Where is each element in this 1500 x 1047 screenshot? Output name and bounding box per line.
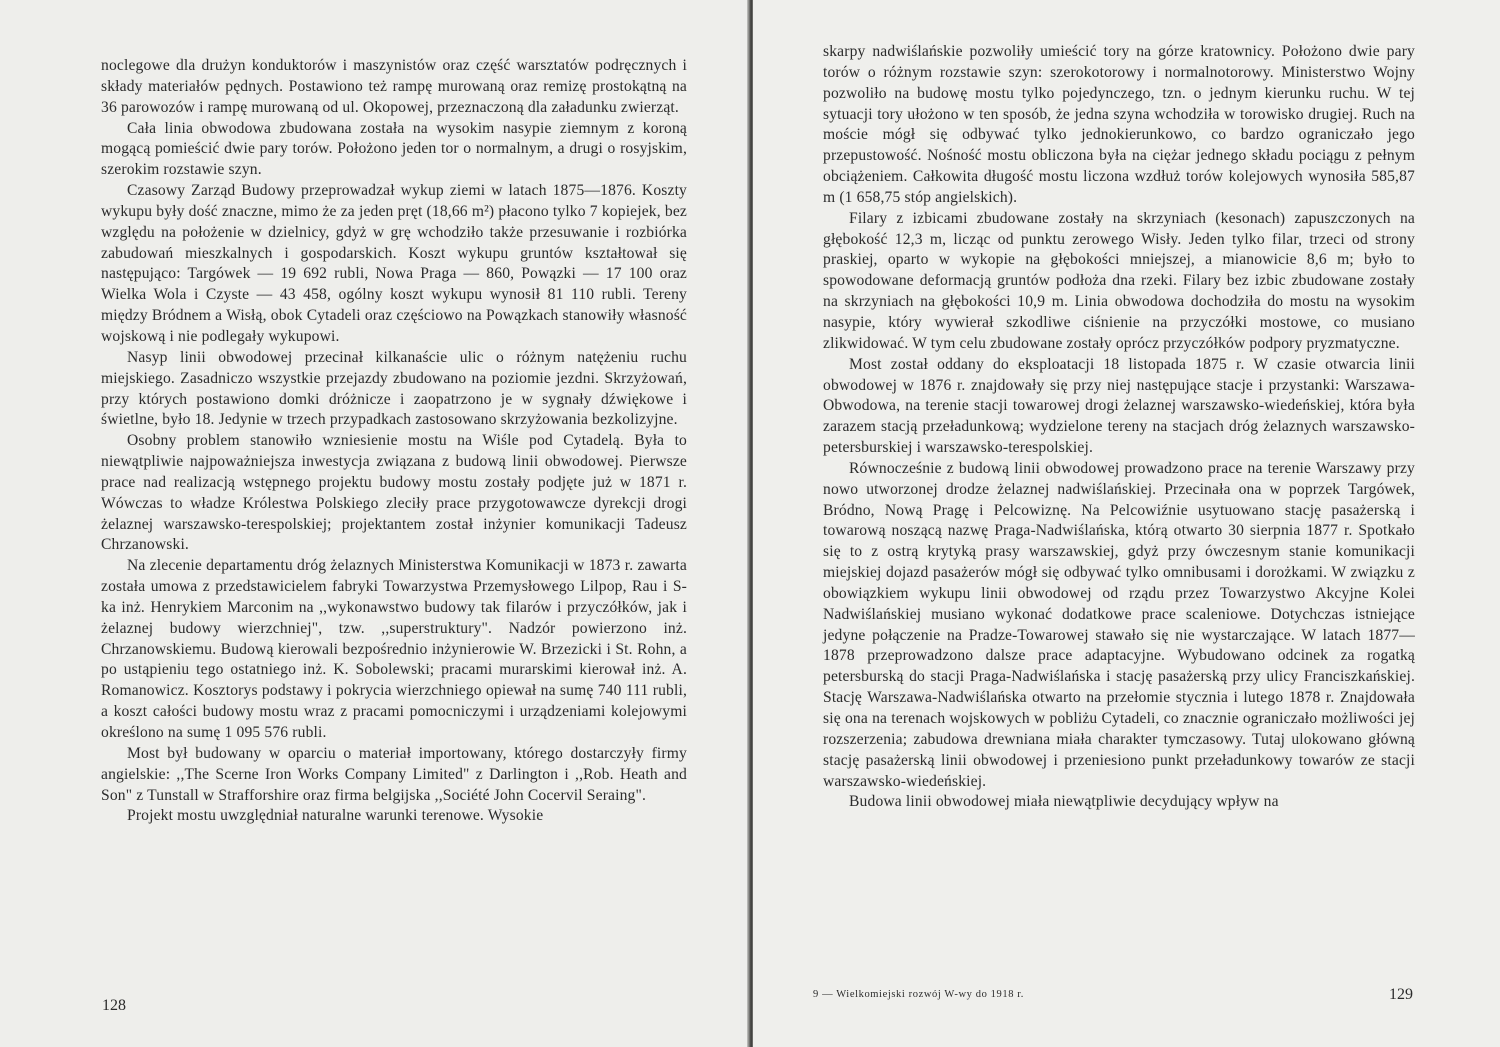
paragraph: Most został oddany do eksploatacji 18 listopada 1875 r. W czasie otwarcia linii obwodowej w 1876 r. znajdowały się przy niej następujące stacje i przystanki: Warszawa-Obwodowa, na terenie stacji towarowej drogi żelaznej warszawsko-wiedeńskiej, która była zarazem stacją przeładunkową; wydzielone tereny na stacjach dróg żelaznych warszawsko-petersburskiej i warszawsko-terespolskiej. <box>823 355 1415 457</box>
paragraph: Czasowy Zarząd Budowy przeprowadzał wykup ziemi w latach 1875—1876. Koszty wykupu były dość znaczne, mimo że za jeden pręt (18,66 m²) płacono tylko 7 kopiejek, bez względu na położenie w dzielnicy, gdyż w grę wchodziło także przesuwanie i rozbiórka zabudowań mieszkalnych i gospodarskich. Koszt wykupu gruntów kształtował się następująco: Targówek — 19 692 rubli, Nowa Praga — 860, Powązki — 17 100 oraz Wielka Wola i Czyste — 43 458, ogólny koszt wykupu wynosił 81 110 rubli. Tereny między Bródnem a Wisłą, obok Cytadeli oraz częściowo na Powązkach stanowiły własność wojskową i nie podlegały wykupowi. <box>101 182 687 345</box>
paragraph: Filary z izbicami zbudowane zostały na skrzyniach (kesonach) zapuszczonych na głębokość 12,3 m, licząc od punktu zerowego Wisły. Jeden tylko filar, trzeci od strony praskiej, oparto w wykopie na głębokości mniejszej, a mianowicie 8,6 m; było to spowodowane deformacją gruntów podłoża dna rzeki. Filary bez izbic zbudowane zostały na skrzyniach na głębokości 10,9 m. Linia obwodowa dochodziła do mostu na wysokim nasypie, który wywierał szkodliwe ciśnienie na przyczółki mostowe, co musiano zlikwidować. W tym celu zbudowane zostały oprócz przyczółków podpory pryzmatyczne. <box>823 209 1415 352</box>
left-page-text <box>101 56 687 827</box>
right-page <box>753 0 1500 1047</box>
paragraph: Równocześnie z budową linii obwodowej prowadzono prace na terenie Warszawy przy nowo utworzonej drodze żelaznej nadwiślańskiej. Przecinała ona w poprzek Targówek, Bródno, Nową Pragę i Pelcowiznę. Na Pelcowiźnie usytuowano stację pasażerską i towarową noszącą nazwę Praga-Nadwiślańska, którą otwarto 30 sierpnia 1877 r. Spotkało się to z ostrą krytyką prasy warszawskiej, gdyż przy ówczesnym stanie komunikacji miejskiej dojazd pasażerów mógł się odbywać tylko omnibusami i dorożkami. W związku z obowiązkiem wykupu linii obwodowej od rządu przez Towarzystwo Akcyjne Kolei Nadwiślańskiej musiano wykonać dodatkowe prace scaleniowe. Dotychczas istniejące jedyne połączenie na Pradze-Towarowej stawało się nie wystarczające. W latach 1877—1878 przeprowadzono dalsze prace adaptacyjne. Wybudowano odcinek za rogatką petersburską do stacji Praga-Nadwiślańska i stację pasażerską przy ulicy Franciszkańskiej. Stację Warszawa-Nadwiślańska otwarto na przełomie stycznia i lutego 1878 r. Znajdowała się ona na terenach wojskowych w pobliżu Cytadeli, co znacznie ograniczało możliwości jej rozszerzenia; zabudowa drewniana miała charakter tymczasowy. Tutaj ulokowano główną stację pasażerską linii obwodowej i przeniesiono punkt przeładunkowy towarów ze stacji warszawsko-wiedeńskiej. <box>823 459 1415 790</box>
signature-footnote: 9 — Wielkomiejski rozwój W-wy do 1918 r. <box>813 989 1025 1000</box>
page-number-left: 128 <box>102 997 126 1014</box>
right-page-text <box>823 42 1415 813</box>
paragraph: Osobny problem stanowiło wzniesienie mostu na Wiśle pod Cytadelą. Była to niewątpliwie najpoważniejsza inwestycja związana z budową linii obwodowej. Pierwsze prace nad realizacją wstępnego projektu budowy mostu zostały podjęte już w 1871 r. Wówczas to władze Królestwa Polskiego zleciły prace przygotowawcze dyrekcji drogi żelaznej warszawsko-terespolskiej; projektantem został inżynier komunikacji Tadeusz Chrzanowski. <box>101 432 687 554</box>
paragraph: noclegowe dla drużyn konduktorów i maszynistów oraz część warsztatów podręcznych i składy materiałów pędnych. Postawiono też rampę murowaną oraz remizę prostokątną na 36 parowozów i rampę murowaną od ul. Okopowej, przeznaczoną dla załadunku zwierząt. <box>101 57 687 116</box>
paragraph: Cała linia obwodowa zbudowana została na wysokim nasypie ziemnym z koroną mogącą pomieścić dwie pary torów. Położono jeden tor o normalnym, a drugi o rosyjskim, szerokim rozstawie szyn. <box>101 119 687 179</box>
page-number-right: 129 <box>1389 986 1413 1003</box>
paragraph: skarpy nadwiślańskie pozwoliły umieścić tory na górze kratownicy. Położono dwie pary torów o różnym rozstawie szyn: szerokotorowy i normalnotorowy. Ministerstwo Wojny pozwoliło na budowę mostu tylko pojedynczego, tzn. o jednym kierunku ruchu. W tej sytuacji tory ułożono w ten sposób, że jedna szyna wchodziła w torowisko drugiej. Ruch na moście mógł się odbywać tylko jednokierunkowo, co bardzo ograniczało jego przepustowość. Nośność mostu obliczona była na ciężar jednego składu pociągu z pełnym obciążeniem. Całkowita długość mostu liczona wzdłuż torów kolejowych wynosiła 585,87 m (1 658,75 stóp angielskich). <box>823 43 1415 206</box>
paragraph: Nasyp linii obwodowej przecinał kilkanaście ulic o różnym natężeniu ruchu miejskiego. Zasadniczo wszystkie przejazdy zbudowano na poziomie jezdni. Skrzyżowań, przy których postawiono domki dróżnicze i zaopatrzono je w sygnały dźwiękowe i świetlne, było 18. Jedynie w trzech przypadkach zastosowano skrzyżowania bezkolizyjne. <box>101 348 687 429</box>
paragraph: Na zlecenie departamentu dróg żelaznych Ministerstwa Komunikacji w 1873 r. zawarta została umowa z przedstawicielem fabryki Towarzystwa Przemysłowego Lilpop, Rau i S-ka inż. Henrykiem Marconim na ,,wykonawstwo budowy tak filarów i przyczółków, jak i żelaznej budowy wierzchniej", tzw. ,,superstruktury". Nadzór powierzono inż. Chrzanowskiemu. Budową kierowali bezpośrednio inżynierowie W. Brzezicki i St. Rohn, a po ustąpieniu tego ostatniego inż. K. Sobolewski; pracami murarskimi kierował inż. A. Romanowicz. Kosztorys podstawy i pokrycia wierzchniego opiewał na sumę 740 111 rubli, a koszt całości budowy mostu wraz z pracami pomocniczymi i urządzeniami kolejowymi określono na sumę 1 095 576 rubli. <box>101 557 687 741</box>
paragraph: Projekt mostu uwzględniał naturalne warunki terenowe. Wysokie <box>127 807 544 825</box>
left-page <box>0 0 749 1047</box>
paragraph: Most był budowany w oparciu o materiał importowany, którego dostarczyły firmy angielskie: ,,The Scerne Iron Works Company Limited" z Darlington i ,,Rob. Heath and Son" z Tunstall w Strafforshire oraz firma belgijska ,,Société John Cocervil Seraing". <box>101 744 687 804</box>
paragraph: Budowa linii obwodowej miała niewątpliwie decydujący wpływ na <box>849 793 1279 811</box>
